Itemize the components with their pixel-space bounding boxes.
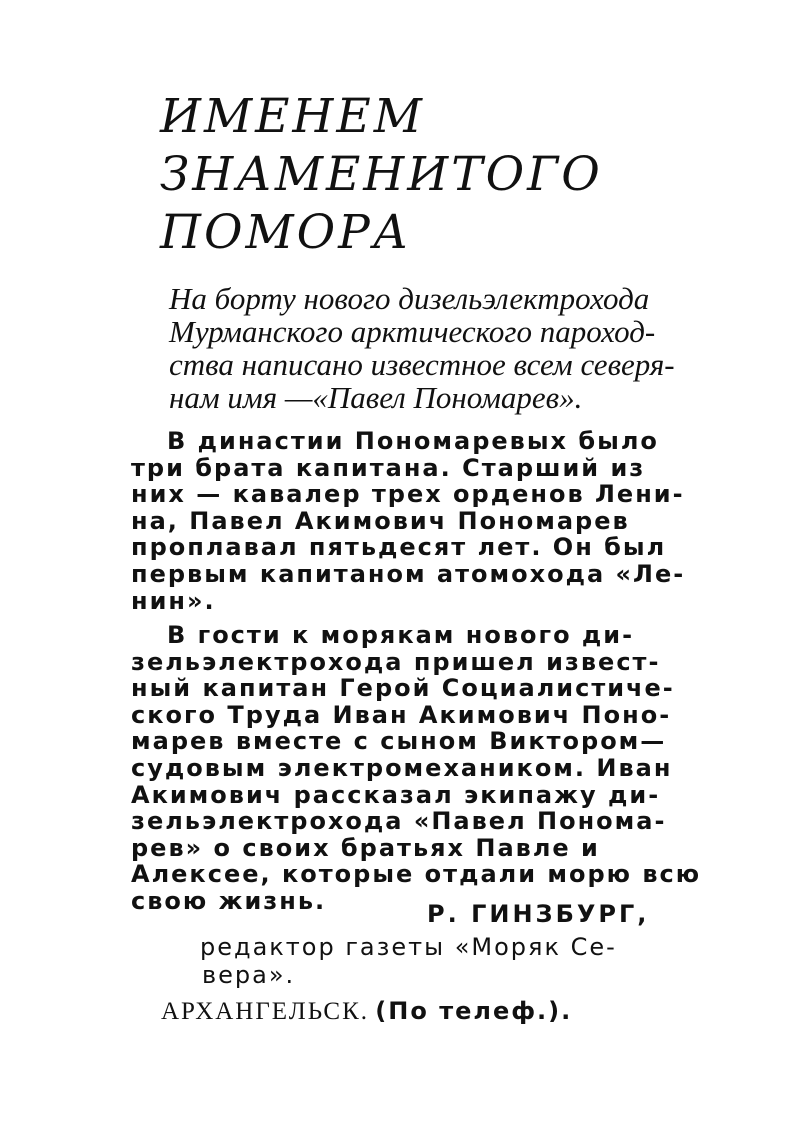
- body-line: них — кавалер трех орденов Лени-: [131, 480, 685, 509]
- body-line: Алексее, которые отдали морю всю: [131, 860, 702, 889]
- body-line: три брата капитана. Старший из: [131, 453, 646, 482]
- headline-line: ЗНАМЕНИТОГО: [160, 147, 603, 202]
- lead-line: ства написано известное всем северя-: [169, 347, 675, 382]
- dateline-city: АРХАНГЕЛЬСК.: [161, 998, 370, 1025]
- author-role-line: редактор газеты «Моряк Се-: [200, 933, 617, 961]
- lead-line: нам имя —«Павел Пономарев».: [169, 380, 583, 415]
- body-line: зельэлектрохода пришел извест-: [131, 647, 661, 676]
- body-line: проплавал пятьдесят лет. Он был: [131, 533, 667, 562]
- body-line: В гости к морякам нового ди-: [167, 621, 635, 649]
- body-line: зельэлектрохода «Павел Понома-: [131, 807, 667, 836]
- body-line: свою жизнь.: [131, 886, 327, 915]
- body-line: судовым электромехаником. Иван: [131, 753, 673, 782]
- author-signature: Р. ГИНЗБУРГ,: [427, 900, 650, 928]
- body-line: на, Павел Акимович Пономарев: [131, 506, 630, 535]
- dateline-source: (По телеф.).: [375, 997, 573, 1025]
- body-line: нин».: [131, 586, 216, 615]
- body-line: ского Труда Иван Акимович Поно-: [131, 700, 672, 729]
- lead-paragraph: [133, 282, 723, 414]
- body-paragraph-1: [131, 428, 707, 614]
- body-line: марев вместе с сыном Виктором—: [131, 727, 667, 756]
- headline: [160, 88, 720, 262]
- body-line: первым капитаном атомохода «Ле-: [131, 559, 686, 588]
- lead-line: Мурманского арктического пароход-: [169, 314, 656, 349]
- headline-line: ПОМОРА: [160, 205, 412, 260]
- dateline: [161, 996, 572, 1027]
- body-paragraph-2: [131, 622, 707, 915]
- body-line: рев» о своих братьях Павле и: [131, 833, 600, 862]
- headline-line: ИМЕНЕМ: [160, 89, 425, 144]
- author-role: [200, 933, 617, 989]
- body-line: ный капитан Герой Социалистиче-: [131, 674, 675, 703]
- body-line: В династии Пономаревых было: [167, 427, 659, 455]
- body-line: Акимович рассказал экипажу ди-: [131, 780, 661, 809]
- author-role-line: вера».: [202, 961, 296, 989]
- lead-line: На борту нового дизельэлектрохода: [169, 281, 650, 316]
